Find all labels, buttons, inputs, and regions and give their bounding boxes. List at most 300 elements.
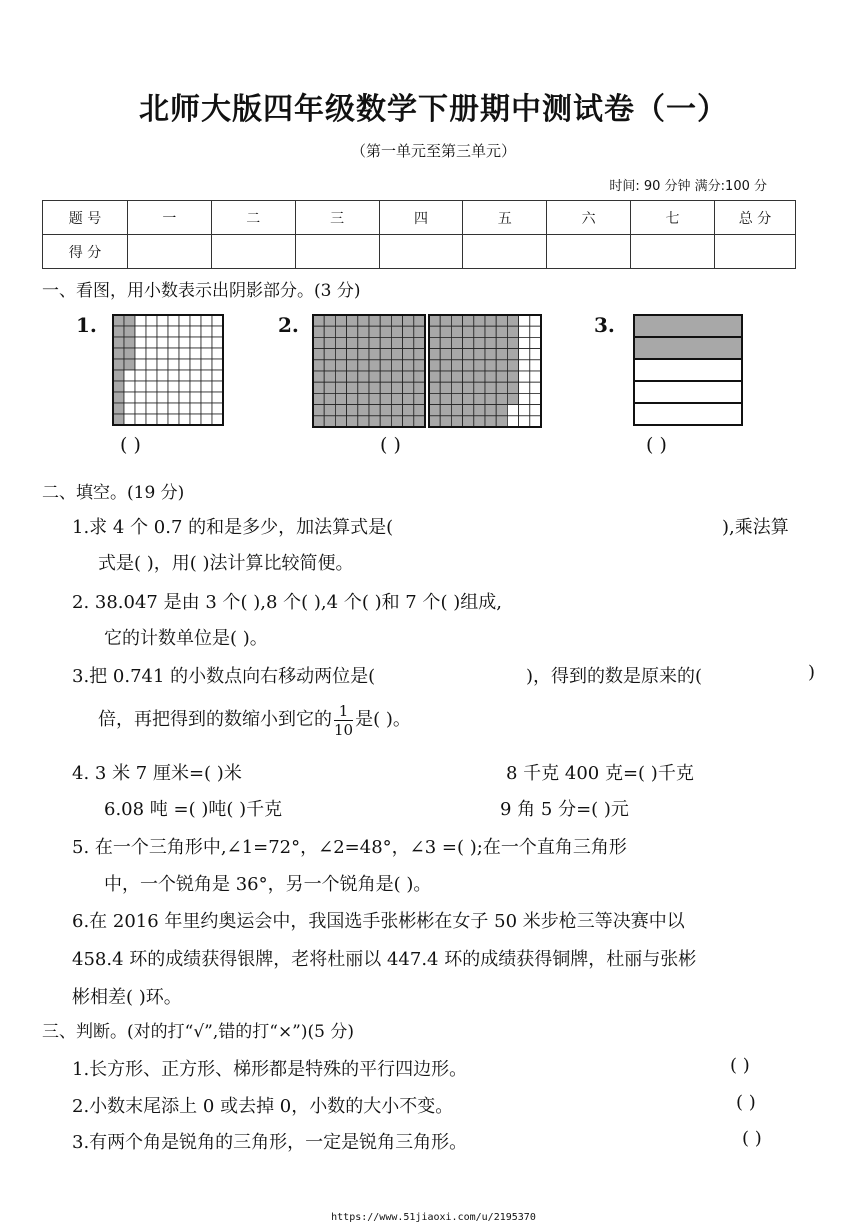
grid-cell (157, 370, 168, 381)
shaded-grid-cell (429, 337, 440, 348)
shaded-grid-cell (369, 337, 380, 348)
shaded-grid-cell (485, 326, 496, 337)
grid-cell (157, 326, 168, 337)
figure-3-label: 3. (594, 313, 615, 337)
grid-cell (201, 403, 212, 414)
grid-cell (519, 416, 530, 427)
shaded-strip (634, 315, 742, 337)
figure-3-bars (634, 315, 742, 425)
shaded-grid-cell (429, 349, 440, 360)
shaded-grid-cell (347, 393, 358, 404)
shaded-grid-cell (414, 360, 425, 371)
shaded-grid-cell (507, 371, 518, 382)
score-header-cell: 题 号 (43, 201, 128, 235)
shaded-grid-cell (347, 416, 358, 427)
grid-cell (530, 416, 541, 427)
grid-cell (179, 381, 190, 392)
q2-3-line-b: )，得到的数是原来的( (526, 666, 703, 687)
grid-cell (519, 326, 530, 337)
shaded-grid-cell (324, 326, 335, 337)
figure-1-answer-blank[interactable]: ( ) (120, 434, 141, 456)
shaded-grid-cell (313, 326, 324, 337)
shaded-grid-cell (440, 405, 451, 416)
shaded-grid-cell (335, 393, 346, 404)
shaded-grid-cell (440, 315, 451, 326)
q2-4-line-c: 6.08 吨 =( )吨( )千克 (104, 799, 283, 820)
figure-2-label: 2. (278, 313, 299, 337)
shaded-grid-cell (113, 403, 124, 414)
grid-cell (179, 370, 190, 381)
shaded-grid-cell (391, 315, 402, 326)
grid-cell (201, 392, 212, 403)
section-1-heading: 一、看图，用小数表示出阴影部分。(3 分) (42, 281, 361, 301)
shaded-grid-cell (496, 315, 507, 326)
shaded-grid-cell (507, 326, 518, 337)
section-2-heading: 二、填空。(19 分) (42, 483, 185, 503)
grid-cell (201, 381, 212, 392)
shaded-grid-cell (403, 371, 414, 382)
grid-cell (157, 348, 168, 359)
shaded-grid-cell (440, 382, 451, 393)
figure-1-label: 1. (76, 313, 97, 337)
grid-cell (124, 414, 135, 425)
grid-cell (201, 359, 212, 370)
shaded-grid-cell (403, 315, 414, 326)
grid-cell (519, 382, 530, 393)
grid-cell (212, 315, 223, 326)
score-header-cell: 七 (631, 201, 715, 235)
shaded-grid-cell (391, 371, 402, 382)
grid-cell (135, 392, 146, 403)
shaded-grid-cell (391, 393, 402, 404)
grid-cell (179, 392, 190, 403)
shaded-grid-cell (335, 360, 346, 371)
q2-3-line-d (98, 698, 411, 742)
grid-cell (212, 337, 223, 348)
shaded-grid-cell (451, 393, 462, 404)
grid-cell (519, 393, 530, 404)
grid-cell (135, 348, 146, 359)
shaded-grid-cell (451, 337, 462, 348)
shaded-grid-cell (474, 416, 485, 427)
shaded-grid-cell (451, 371, 462, 382)
shaded-grid-cell (429, 371, 440, 382)
shaded-grid-cell (347, 382, 358, 393)
score-header-cell: 总 分 (715, 201, 796, 235)
shaded-grid-cell (113, 359, 124, 370)
shaded-grid-cell (113, 414, 124, 425)
shaded-grid-cell (429, 326, 440, 337)
grid-cell (168, 370, 179, 381)
grid-cell (168, 348, 179, 359)
q3-1-answer-blank[interactable]: ( ) (730, 1055, 750, 1076)
grid-cell (157, 414, 168, 425)
shaded-grid-cell (485, 405, 496, 416)
q2-4-line-a: 4. 3 米 7 厘米=( )米 (72, 763, 242, 784)
shaded-grid-cell (485, 360, 496, 371)
grid-cell (124, 392, 135, 403)
grid-cell (179, 348, 190, 359)
shaded-grid-cell (496, 393, 507, 404)
shaded-grid-cell (403, 326, 414, 337)
grid-cell (201, 326, 212, 337)
grid-cell (135, 326, 146, 337)
score-row-label: 得 分 (43, 235, 128, 269)
grid-cell (168, 326, 179, 337)
shaded-grid-cell (347, 315, 358, 326)
shaded-grid-cell (369, 405, 380, 416)
shaded-grid-cell (335, 349, 346, 360)
shaded-grid-cell (451, 416, 462, 427)
grid-cell (519, 315, 530, 326)
shaded-grid-cell (474, 393, 485, 404)
grid-cell (179, 337, 190, 348)
shaded-grid-cell (440, 349, 451, 360)
shaded-grid-cell (485, 315, 496, 326)
grid-cell (135, 337, 146, 348)
grid-cell (146, 370, 157, 381)
q2-3-fraction (334, 702, 353, 739)
shaded-grid-cell (414, 326, 425, 337)
score-header-cell: 六 (547, 201, 631, 235)
shaded-grid-cell (313, 382, 324, 393)
shaded-grid-cell (414, 393, 425, 404)
shaded-grid-cell (358, 315, 369, 326)
shaded-grid-cell (313, 393, 324, 404)
shaded-grid-cell (474, 337, 485, 348)
strip (634, 403, 742, 425)
q2-6-line-a: 6.在 2016 年里约奥运会中，我国选手张彬彬在女子 50 米步枪三等决赛中以 (72, 911, 685, 932)
figure-3-answer-blank[interactable]: ( ) (646, 434, 667, 456)
shaded-grid-cell (440, 326, 451, 337)
shaded-grid-cell (335, 405, 346, 416)
grid-cell (146, 414, 157, 425)
shaded-grid-cell (429, 360, 440, 371)
shaded-grid-cell (440, 416, 451, 427)
q3-3-answer-blank[interactable]: ( ) (742, 1128, 762, 1149)
grid-cell (179, 414, 190, 425)
shaded-grid-cell (485, 371, 496, 382)
shaded-grid-cell (113, 326, 124, 337)
shaded-grid-cell (474, 326, 485, 337)
grid-cell (124, 381, 135, 392)
grid-cell (135, 359, 146, 370)
grid-cell (530, 360, 541, 371)
shaded-grid-cell (324, 315, 335, 326)
shaded-grid-cell (463, 405, 474, 416)
shaded-grid-cell (324, 416, 335, 427)
q2-1-line-c: 式是( )，用( )法计算比较简便。 (98, 553, 354, 574)
shaded-grid-cell (124, 326, 135, 337)
grid-cell (201, 337, 212, 348)
shaded-grid-cell (485, 349, 496, 360)
shaded-grid-cell (324, 337, 335, 348)
shaded-grid-cell (358, 371, 369, 382)
shaded-grid-cell (380, 360, 391, 371)
shaded-grid-cell (429, 315, 440, 326)
shaded-grid-cell (463, 416, 474, 427)
grid-cell (157, 403, 168, 414)
grid-cell (190, 403, 201, 414)
grid-cell (157, 315, 168, 326)
grid-cell (179, 359, 190, 370)
shaded-grid-cell (335, 382, 346, 393)
grid-cell (530, 393, 541, 404)
grid-cell (168, 414, 179, 425)
shaded-grid-cell (324, 371, 335, 382)
grid-cell (146, 403, 157, 414)
shaded-grid-cell (496, 371, 507, 382)
shaded-grid-cell (463, 315, 474, 326)
score-header-cell: 四 (379, 201, 463, 235)
shaded-grid-cell (391, 349, 402, 360)
shaded-grid-cell (463, 371, 474, 382)
footer-url[interactable]: https://www.51jiaoxi.com/u/2195370 (331, 1212, 536, 1223)
strip (634, 381, 742, 403)
grid-cell (530, 315, 541, 326)
grid-cell (157, 392, 168, 403)
grid-cell (179, 326, 190, 337)
grid-cell (530, 405, 541, 416)
shaded-grid-cell (496, 349, 507, 360)
shaded-grid-cell (113, 315, 124, 326)
strip (634, 359, 742, 381)
grid-cell (168, 403, 179, 414)
shaded-grid-cell (403, 382, 414, 393)
shaded-grid-cell (440, 393, 451, 404)
fraction-numerator: 1 (334, 702, 353, 721)
shaded-grid-cell (474, 405, 485, 416)
shaded-grid-cell (507, 349, 518, 360)
q3-1-text: 1.长方形、正方形、梯形都是特殊的平行四边形。 (72, 1059, 468, 1080)
q2-3-text-e: 是( )。 (355, 709, 411, 730)
grid-cell (519, 371, 530, 382)
shaded-grid-cell (380, 405, 391, 416)
shaded-grid-cell (485, 382, 496, 393)
shaded-grid-cell (429, 382, 440, 393)
shaded-grid-cell (391, 405, 402, 416)
shaded-grid-cell (313, 315, 324, 326)
shaded-grid-cell (335, 315, 346, 326)
shaded-grid-cell (358, 393, 369, 404)
grid-cell (519, 405, 530, 416)
grid-cell (507, 416, 518, 427)
shaded-grid-cell (414, 337, 425, 348)
shaded-grid-cell (403, 405, 414, 416)
shaded-grid-cell (485, 337, 496, 348)
shaded-grid-cell (507, 382, 518, 393)
shaded-grid-cell (347, 349, 358, 360)
grid-cell (168, 315, 179, 326)
shaded-grid-cell (391, 360, 402, 371)
shaded-grid-cell (403, 349, 414, 360)
shaded-grid-cell (369, 360, 380, 371)
grid-cell (212, 348, 223, 359)
shaded-grid-cell (451, 349, 462, 360)
grid-cell (190, 348, 201, 359)
grid-cell (168, 359, 179, 370)
grid-cell (124, 403, 135, 414)
shaded-grid-cell (358, 382, 369, 393)
shaded-grid-cell (414, 416, 425, 427)
shaded-grid-cell (429, 405, 440, 416)
grid-cell (201, 414, 212, 425)
shaded-grid-cell (113, 348, 124, 359)
shaded-grid-cell (347, 371, 358, 382)
grid-cell (190, 414, 201, 425)
grid-cell (190, 381, 201, 392)
shaded-grid-cell (380, 416, 391, 427)
shaded-grid-cell (380, 382, 391, 393)
q2-2-line-b: 它的计数单位是( )。 (104, 628, 268, 649)
section-3-heading: 三、判断。(对的打“√”,错的打“×”)(5 分) (42, 1022, 354, 1042)
grid-cell (530, 337, 541, 348)
shaded-grid-cell (496, 360, 507, 371)
grid-cell (530, 326, 541, 337)
grid-cell (507, 405, 518, 416)
shaded-grid-cell (124, 359, 135, 370)
q3-3-text: 3.有两个角是锐角的三角形，一定是锐角三角形。 (72, 1132, 468, 1153)
shaded-grid-cell (369, 326, 380, 337)
shaded-grid-cell (347, 337, 358, 348)
shaded-grid-cell (474, 382, 485, 393)
shaded-grid-cell (451, 360, 462, 371)
grid-cell (146, 337, 157, 348)
grid-cell (212, 381, 223, 392)
exam-meta: 时间: 90 分钟 满分:100 分 (609, 179, 767, 194)
grid-cell (135, 381, 146, 392)
shaded-grid-cell (369, 315, 380, 326)
shaded-grid-cell (451, 315, 462, 326)
shaded-grid-cell (124, 348, 135, 359)
shaded-grid-cell (313, 349, 324, 360)
shaded-grid-cell (313, 360, 324, 371)
q2-1-line-a: 1.求 4 个 0.7 的和是多少，加法算式是( (72, 517, 394, 538)
grid-cell (519, 349, 530, 360)
shaded-grid-cell (463, 326, 474, 337)
shaded-grid-cell (369, 382, 380, 393)
score-header-cell: 二 (211, 201, 295, 235)
shaded-grid-cell (369, 371, 380, 382)
shaded-grid-cell (485, 416, 496, 427)
q3-2-answer-blank[interactable]: ( ) (736, 1092, 756, 1113)
grid-cell (212, 403, 223, 414)
shaded-grid-cell (451, 326, 462, 337)
shaded-grid-cell (414, 349, 425, 360)
shaded-grid-cell (391, 382, 402, 393)
grid-cell (146, 392, 157, 403)
q3-2-text: 2.小数末尾添上 0 或去掉 0，小数的大小不变。 (72, 1096, 454, 1117)
shaded-grid-cell (507, 337, 518, 348)
shaded-grid-cell (380, 337, 391, 348)
shaded-grid-cell (113, 370, 124, 381)
page-subtitle: （第一单元至第三单元） (350, 142, 516, 160)
grid-cell (190, 392, 201, 403)
shaded-grid-cell (324, 382, 335, 393)
shaded-grid-cell (369, 349, 380, 360)
shaded-grid-cell (347, 405, 358, 416)
grid-cell (530, 371, 541, 382)
grid-cell (190, 359, 201, 370)
q2-6-line-b: 458.4 环的成绩获得银牌，老将杜丽以 447.4 环的成绩获得铜牌，杜丽与张彬 (72, 949, 697, 970)
grid-cell (190, 337, 201, 348)
shaded-grid-cell (474, 371, 485, 382)
shaded-grid-cell (313, 405, 324, 416)
shaded-grid-cell (335, 326, 346, 337)
q2-2-line-a: 2. 38.047 是由 3 个( ),8 个( ),4 个( )和 7 个( )组成, (72, 592, 502, 613)
shaded-grid-cell (380, 326, 391, 337)
shaded-strip (634, 337, 742, 359)
shaded-grid-cell (358, 405, 369, 416)
shaded-grid-cell (380, 349, 391, 360)
q2-4-line-b: 8 千克 400 克=( )千克 (506, 763, 694, 784)
shaded-grid-cell (440, 360, 451, 371)
shaded-grid-cell (496, 382, 507, 393)
score-header-cell: 五 (463, 201, 547, 235)
shaded-grid-cell (313, 371, 324, 382)
grid-cell (157, 359, 168, 370)
grid-cell (157, 381, 168, 392)
grid-cell (519, 337, 530, 348)
shaded-grid-cell (463, 337, 474, 348)
shaded-grid-cell (369, 416, 380, 427)
shaded-grid-cell (496, 326, 507, 337)
shaded-grid-cell (347, 326, 358, 337)
shaded-grid-cell (463, 349, 474, 360)
grid-cell (168, 381, 179, 392)
grid-cell (135, 403, 146, 414)
shaded-grid-cell (113, 381, 124, 392)
grid-cell (530, 382, 541, 393)
shaded-grid-cell (440, 371, 451, 382)
shaded-grid-cell (507, 315, 518, 326)
figure-2-answer-blank[interactable]: ( ) (380, 434, 401, 456)
grid-cell (135, 315, 146, 326)
shaded-grid-cell (324, 393, 335, 404)
shaded-grid-cell (313, 416, 324, 427)
grid-cell (157, 337, 168, 348)
grid-cell (212, 370, 223, 381)
grid-cell (212, 326, 223, 337)
grid-cell (146, 359, 157, 370)
q2-5-line-b: 中，一个锐角是 36°，另一个锐角是( )。 (104, 874, 432, 895)
grid-cell (124, 370, 135, 381)
shaded-grid-cell (429, 416, 440, 427)
shaded-grid-cell (496, 405, 507, 416)
shaded-grid-cell (463, 393, 474, 404)
grid-cell (146, 326, 157, 337)
shaded-grid-cell (324, 360, 335, 371)
grid-cell (212, 392, 223, 403)
shaded-grid-cell (391, 416, 402, 427)
grid-cell (146, 381, 157, 392)
shaded-grid-cell (463, 382, 474, 393)
shaded-grid-cell (414, 405, 425, 416)
figure-2-grid-right (429, 315, 541, 427)
figure-2-grid-left (313, 315, 425, 427)
shaded-grid-cell (474, 360, 485, 371)
shaded-grid-cell (507, 360, 518, 371)
grid-cell (212, 414, 223, 425)
grid-cell (168, 392, 179, 403)
shaded-grid-cell (113, 337, 124, 348)
grid-cell (146, 315, 157, 326)
shaded-grid-cell (358, 349, 369, 360)
shaded-grid-cell (414, 371, 425, 382)
q2-5-line-a: 5. 在一个三角形中,∠1=72°，∠2=48°，∠3 =( );在一个直角三角形 (72, 837, 627, 858)
shaded-grid-cell (403, 393, 414, 404)
grid-cell (201, 315, 212, 326)
